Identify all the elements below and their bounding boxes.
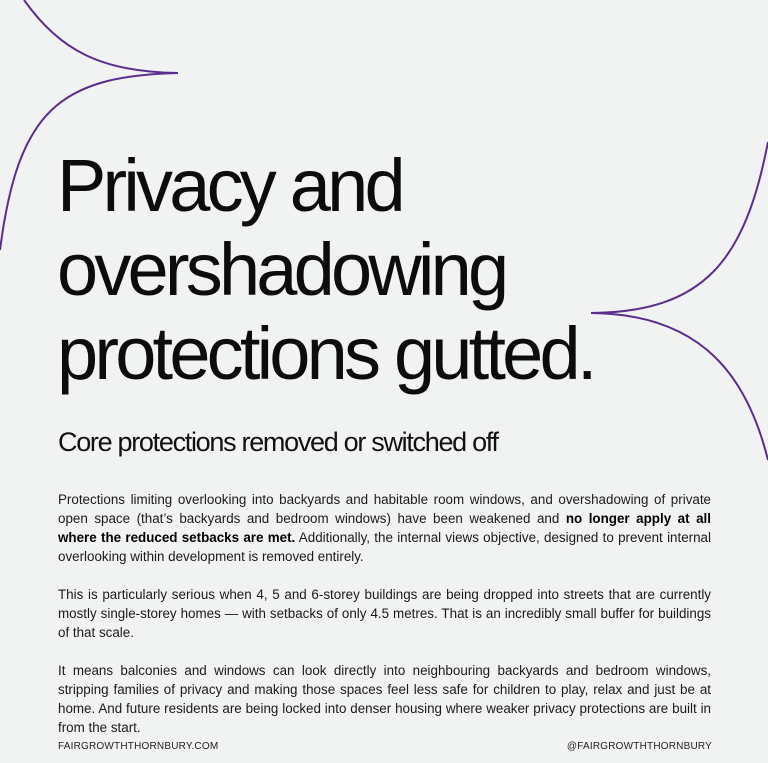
footer-handle: @FAIRGROWTHTHORNBURY: [566, 741, 712, 752]
paragraph-1-outro: Additionally, the internal views objective, designed to prevent internal overlooking within development is removed entirely.: [58, 530, 711, 564]
paragraph-2: This is particularly serious when 4, 5 and 6-storey buildings are being dropped into streets that are currently mostly single-storey homes — with setbacks of only 4.5 metres. That is an incredibly small buffer for buildings of that scale.: [58, 587, 711, 640]
top-left-curve-upper: [24, 0, 178, 73]
footer-website: FAIRGROWTHTHORNBURY.COM: [58, 741, 219, 752]
headline-line-3: protections gutted.: [57, 312, 594, 395]
paragraph-3: It means balconies and windows can look directly into neighbouring backyards and bedroom windows, stripping families of privacy and making those spaces feel less safe for children to play, relax and just be at home. And future residents are being locked into denser housing where weaker privacy protections are built in from the start.: [58, 663, 711, 735]
subheading: Core protections removed or switched off: [58, 427, 498, 457]
headline-line-1: Privacy and: [57, 144, 402, 227]
paragraph-1: [58, 490, 711, 566]
paragraph-1-emphasis: no longer apply at all where the reduced setbacks are met.: [58, 511, 711, 545]
headline-line-2: overshadowing: [57, 228, 506, 311]
paragraph-1-intro: Protections limiting overlooking into backyards and habitable room windows, and overshadowing of private open space (that’s backyards and bedroom windows) have been weakened and: [58, 492, 711, 526]
headline: [57, 144, 697, 396]
body-text: [58, 490, 711, 737]
